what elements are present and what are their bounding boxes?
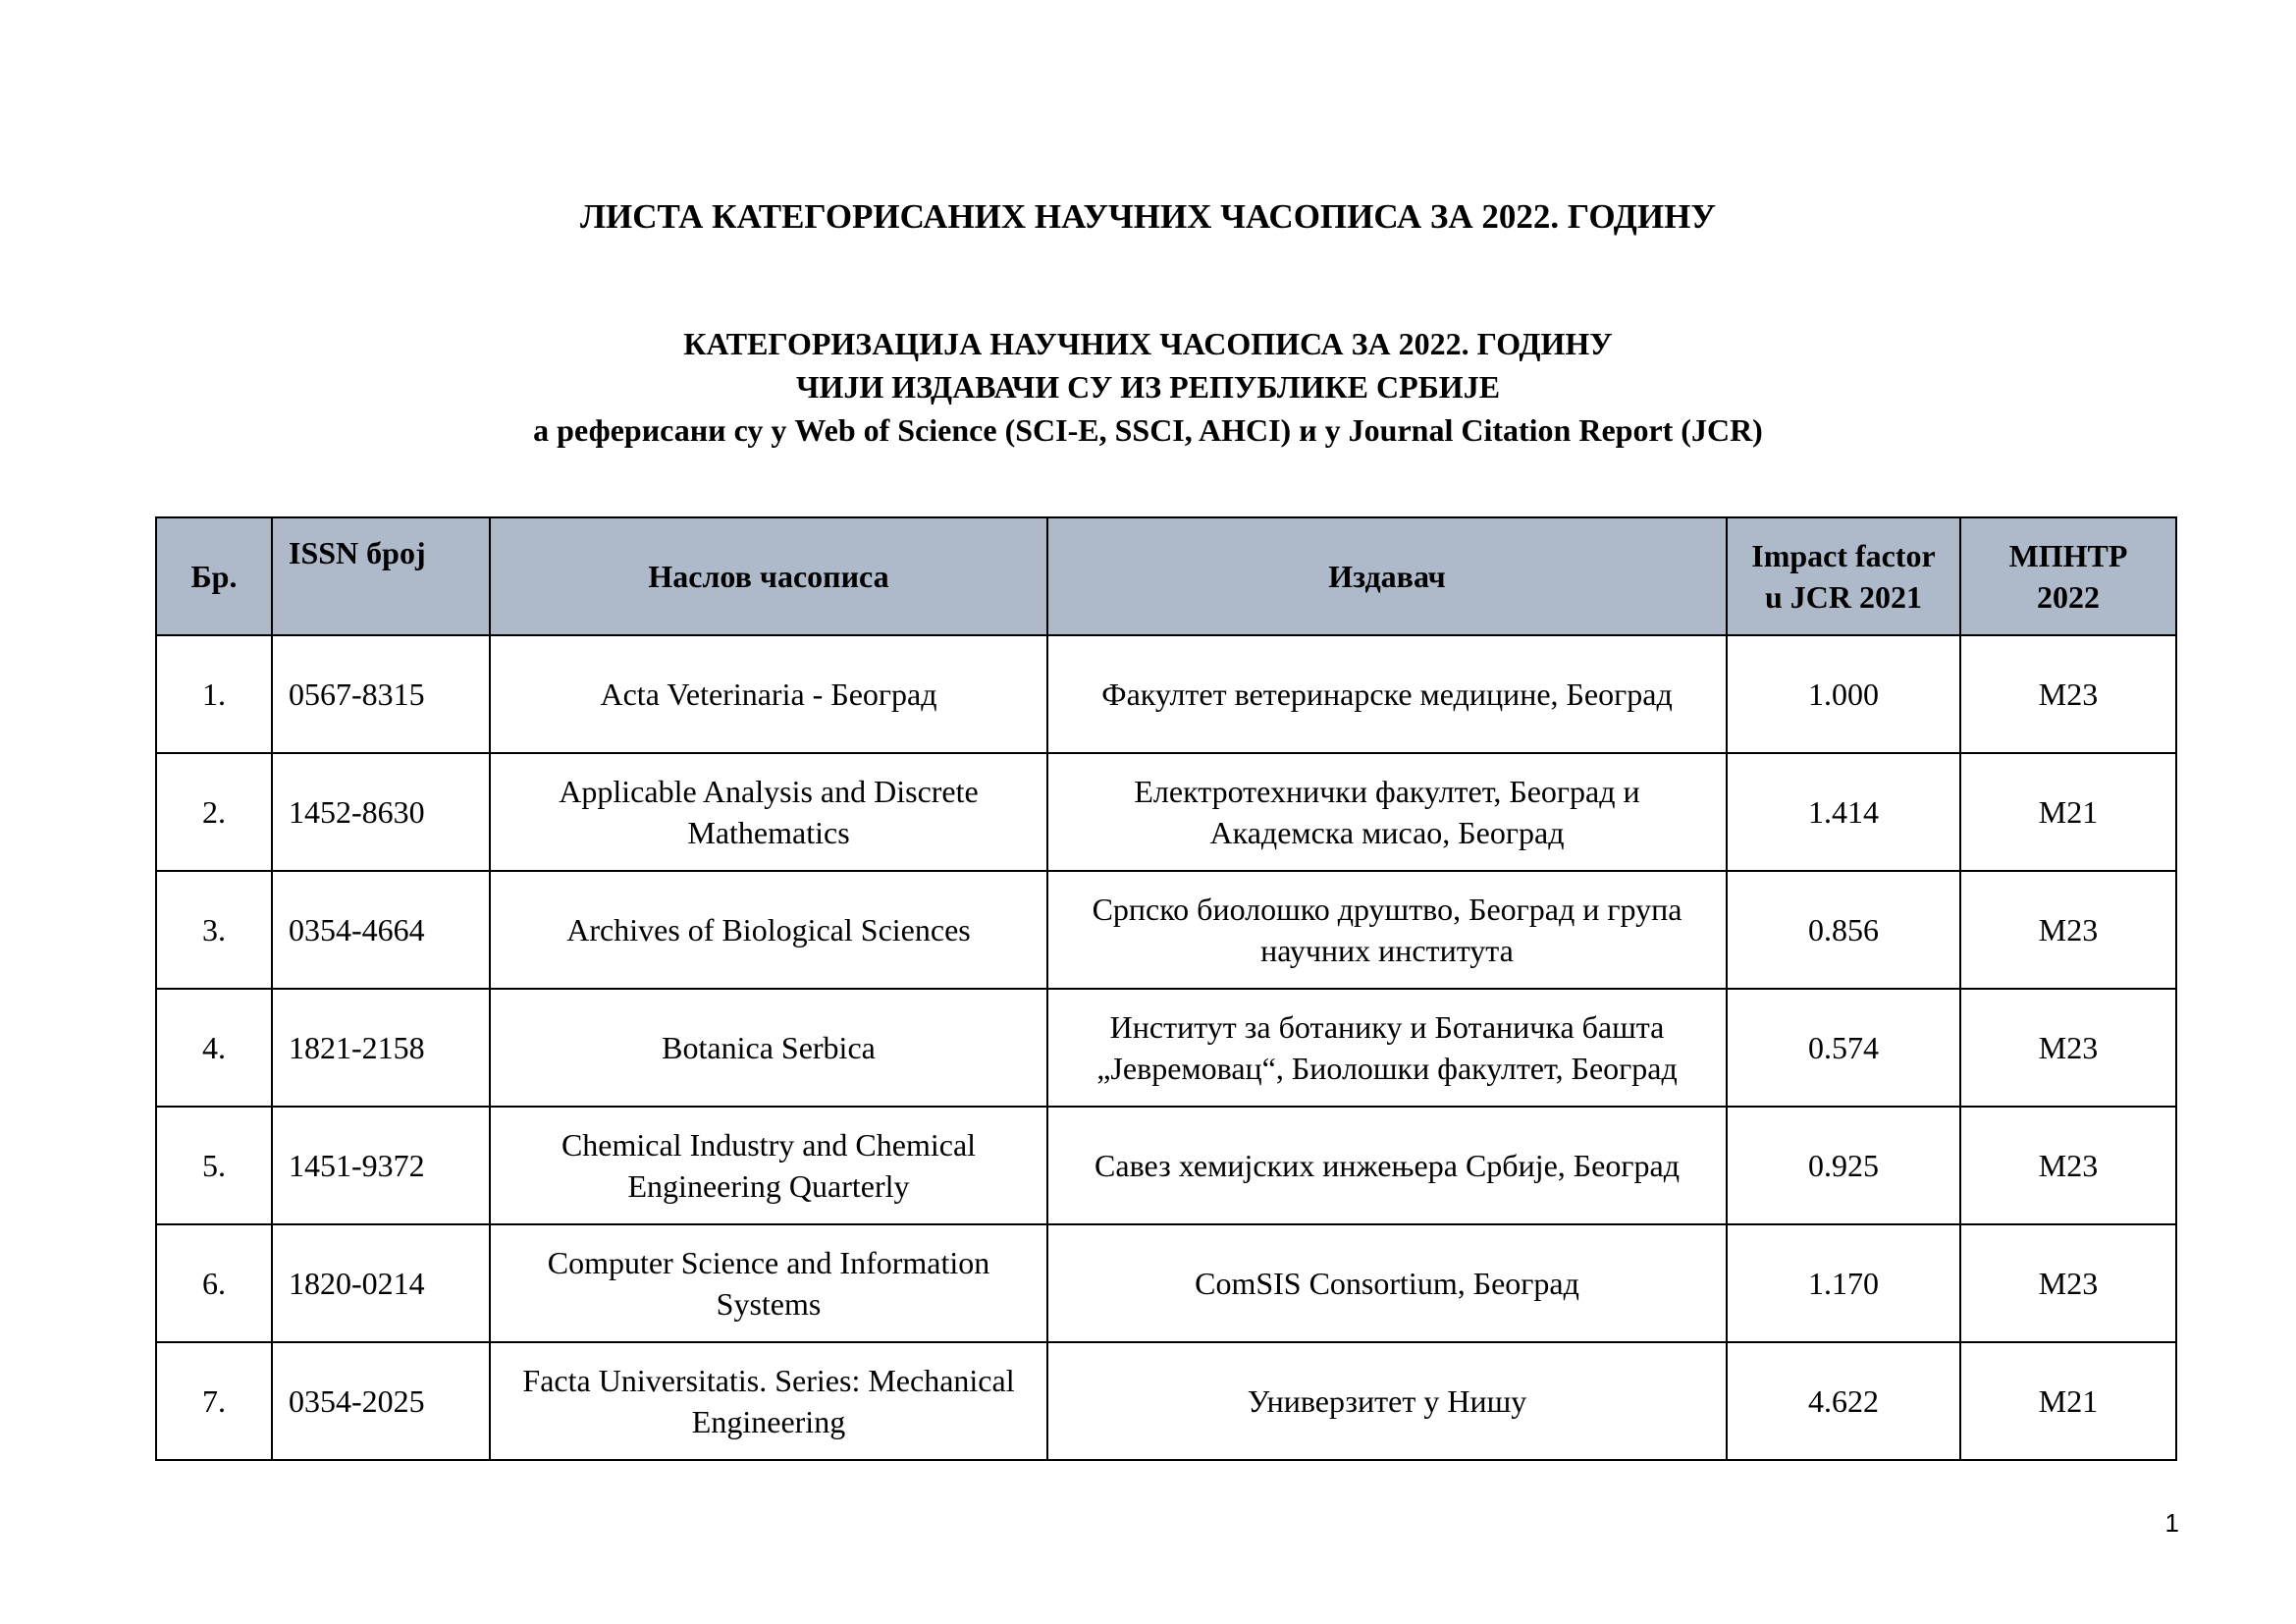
cell-publisher — [1047, 1107, 1727, 1224]
cell-category: M21 — [1960, 753, 2176, 871]
table-row — [156, 989, 2176, 1107]
subtitle-line-1: КАТЕГОРИЗАЦИЈА НАУЧНИХ ЧАСОПИСА ЗА 2022. ГОДИНУ — [683, 326, 1613, 361]
cell-journal-title-line: Acta Veterinaria - Београд — [600, 677, 937, 712]
cell-impact-factor: 1.170 — [1727, 1224, 1960, 1342]
cell-publisher-line: Факултет ветеринарске медицине, Београд — [1101, 677, 1673, 712]
header-publisher: Издавач — [1047, 517, 1727, 635]
cell-number: 7. — [156, 1342, 272, 1460]
table-row — [156, 1224, 2176, 1342]
cell-publisher — [1047, 753, 1727, 871]
cell-publisher — [1047, 871, 1727, 989]
cell-category: M21 — [1960, 1342, 2176, 1460]
cell-publisher-line: Електротехнички факултет, Београд и — [1134, 774, 1640, 809]
cell-publisher-line: Савез хемијских инжењера Србије, Београд — [1095, 1148, 1680, 1183]
cell-publisher-line: ComSIS Consortium, Београд — [1195, 1266, 1579, 1301]
table-row — [156, 635, 2176, 753]
page-title: ЛИСТА КАТЕГОРИСАНИХ НАУЧНИХ ЧАСОПИСА ЗА 2022. ГОДИНУ — [579, 197, 1717, 236]
cell-number: 2. — [156, 753, 272, 871]
cell-issn: 1820-0214 — [272, 1224, 490, 1342]
header-journal-title: Наслов часописа — [490, 517, 1047, 635]
cell-journal-title-line: Engineering Quarterly — [627, 1168, 910, 1204]
cell-journal-title — [490, 753, 1047, 871]
cell-journal-title-line: Archives of Biological Sciences — [566, 912, 971, 947]
header-impact-factor — [1727, 517, 1960, 635]
cell-publisher-line: Академска мисао, Београд — [1209, 815, 1565, 850]
cell-journal-title — [490, 1224, 1047, 1342]
cell-publisher-line: Универзитет у Нишу — [1247, 1383, 1527, 1419]
cell-category: M23 — [1960, 1107, 2176, 1224]
cell-issn: 0354-4664 — [272, 871, 490, 989]
cell-publisher-line: Институт за ботанику и Ботаничка башта — [1109, 1009, 1665, 1045]
cell-publisher — [1047, 635, 1727, 753]
cell-number: 5. — [156, 1107, 272, 1224]
cell-publisher-line: „Јевремовац“, Биолошки факултет, Београд — [1096, 1051, 1678, 1086]
table-row — [156, 871, 2176, 989]
cell-category: M23 — [1960, 635, 2176, 753]
header-mpntr-line2: 2022 — [2037, 579, 2100, 615]
cell-category: M23 — [1960, 989, 2176, 1107]
cell-journal-title-line: Botanica Serbica — [662, 1030, 876, 1065]
cell-impact-factor: 0.925 — [1727, 1107, 1960, 1224]
cell-journal-title — [490, 635, 1047, 753]
cell-journal-title-line: Mathematics — [687, 815, 850, 850]
cell-journal-title — [490, 1342, 1047, 1460]
table-row — [156, 1342, 2176, 1460]
cell-publisher — [1047, 1342, 1727, 1460]
cell-number: 6. — [156, 1224, 272, 1342]
cell-journal-title — [490, 1107, 1047, 1224]
cell-journal-title — [490, 989, 1047, 1107]
header-mpntr-line1: МПНТР — [2008, 538, 2128, 573]
table-body — [156, 635, 2176, 1460]
cell-journal-title-line: Facta Universitatis. Series: Mechanical — [522, 1363, 1015, 1398]
cell-issn: 0354-2025 — [272, 1342, 490, 1460]
cell-number: 1. — [156, 635, 272, 753]
header-mpntr — [1960, 517, 2176, 635]
cell-impact-factor: 0.856 — [1727, 871, 1960, 989]
cell-issn: 0567-8315 — [272, 635, 490, 753]
cell-journal-title-line: Systems — [716, 1286, 822, 1322]
cell-journal-title-line: Chemical Industry and Chemical — [561, 1127, 977, 1163]
page-number: 1 — [2164, 1508, 2179, 1538]
table-row — [156, 753, 2176, 871]
subtitle-line-3: а реферисани су у Web of Science (SCI-E, SSCI, AHCI) и у Journal Citation Report (JCR) — [533, 412, 1763, 448]
cell-journal-title — [490, 871, 1047, 989]
cell-category: M23 — [1960, 1224, 2176, 1342]
cell-category: M23 — [1960, 871, 2176, 989]
cell-issn: 1451-9372 — [272, 1107, 490, 1224]
header-impact-factor-line1: Impact factor — [1751, 538, 1936, 573]
cell-number: 4. — [156, 989, 272, 1107]
journals-table — [155, 516, 2177, 1461]
cell-journal-title-line: Engineering — [691, 1404, 846, 1439]
table-header-row — [156, 517, 2176, 635]
cell-journal-title-line: Computer Science and Information — [547, 1245, 990, 1280]
subtitle-line-2: ЧИЈИ ИЗДАВАЧИ СУ ИЗ РЕПУБЛИКЕ СРБИЈЕ — [795, 369, 1501, 405]
cell-issn: 1452-8630 — [272, 753, 490, 871]
cell-publisher — [1047, 1224, 1727, 1342]
cell-impact-factor: 0.574 — [1727, 989, 1960, 1107]
cell-publisher-line: научних института — [1260, 933, 1514, 968]
header-issn: ISSN број — [272, 517, 490, 635]
header-impact-factor-line2: u JCR 2021 — [1764, 579, 1922, 615]
cell-number: 3. — [156, 871, 272, 989]
header-number: Бр. — [156, 517, 272, 635]
cell-impact-factor: 4.622 — [1727, 1342, 1960, 1460]
cell-journal-title-line: Applicable Analysis and Discrete — [559, 774, 979, 809]
cell-publisher-line: Српско биолошко друштво, Београд и група — [1092, 892, 1682, 927]
cell-impact-factor: 1.000 — [1727, 635, 1960, 753]
table-row — [156, 1107, 2176, 1224]
cell-issn: 1821-2158 — [272, 989, 490, 1107]
cell-impact-factor: 1.414 — [1727, 753, 1960, 871]
cell-publisher — [1047, 989, 1727, 1107]
